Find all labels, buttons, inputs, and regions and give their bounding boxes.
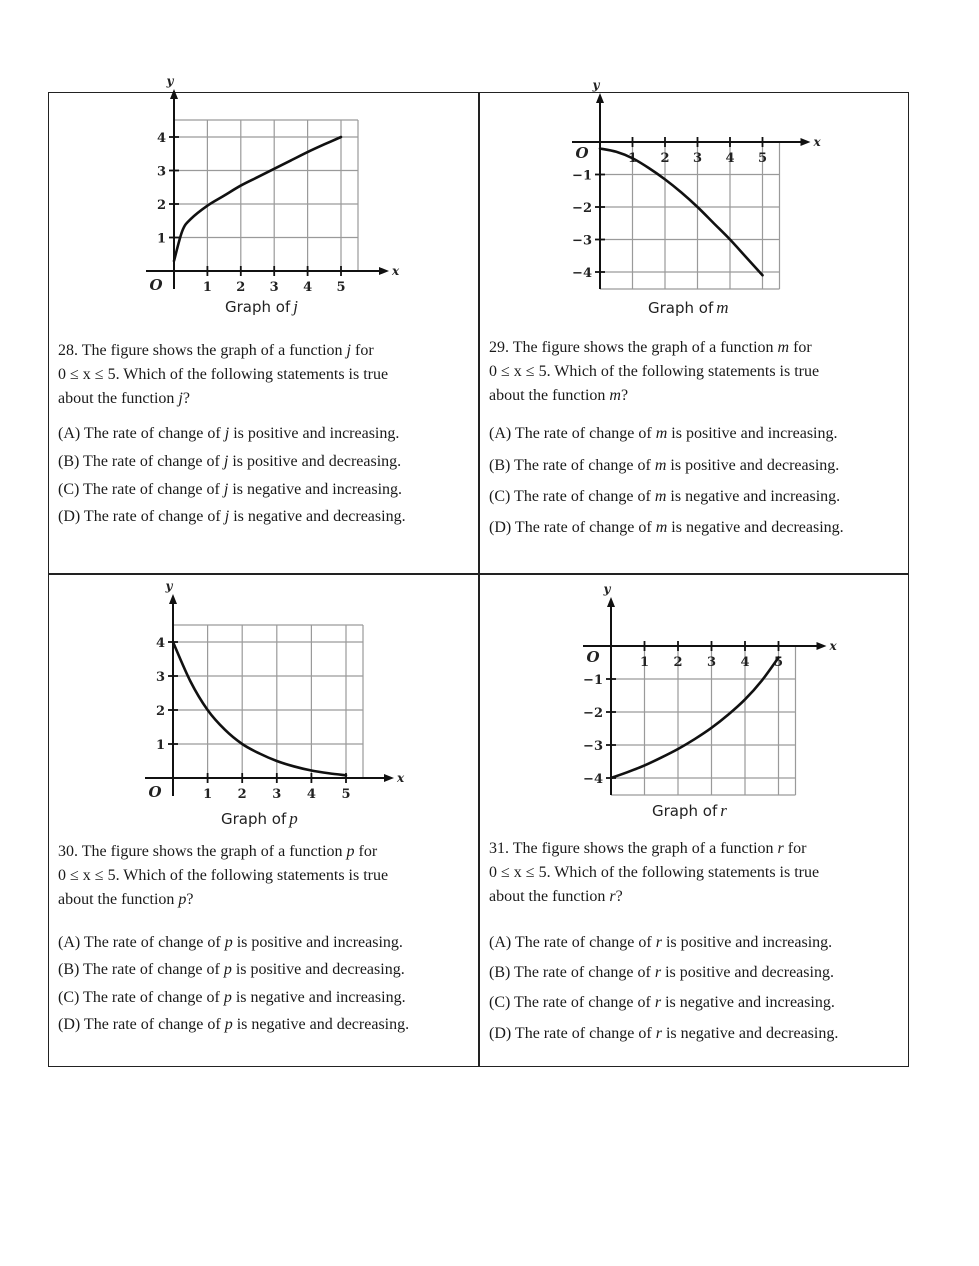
graph-r [480,575,909,815]
choice-c[interactable]: (C) The rate of change of r is negative and increasing. [489,994,835,1011]
origin-label: O [149,276,163,294]
y-tick-label: 2 [155,704,165,719]
grid [611,646,796,795]
problem-31-question: 31. The figure shows the graph of a function r for 0 ≤ x ≤ 5. Which of the following statements is true about the function r? [489,837,899,909]
problem-29-question: 29. The figure shows the graph of a function m for 0 ≤ x ≤ 5. Which of the following statements is true about the function m? [489,336,899,408]
function-curve [611,658,779,778]
y-tick-label: −3 [572,233,592,249]
question-text: about the function [489,387,606,404]
question-text: 0 ≤ x ≤ 5. Which of the following statements is true [489,363,820,380]
choice-c[interactable]: (C) The rate of change of p is negative and increasing. [58,989,406,1006]
x-tick-label: 4 [303,280,313,295]
x-axis-arrow [817,642,827,650]
y-tick-label: −4 [583,772,603,787]
function-curve [173,642,346,775]
y-axis-label: y [166,74,174,88]
caption-prefix: Graph of [648,299,714,317]
x-tick-label: 4 [740,655,750,670]
y-tick-label: 4 [156,131,166,146]
function-var: m [777,339,790,356]
problem-29-cell [480,78,909,573]
choice-d[interactable]: (D) The rate of change of m is negative and decreasing. [489,519,844,536]
origin-label: O [575,144,589,162]
function-var: p [178,891,187,908]
question-text: for [787,840,807,857]
problem-30-question: 30. The figure shows the graph of a function p for 0 ≤ x ≤ 5. Which of the following statements is true about the function p? [58,840,468,912]
question-text: The figure shows the graph of a function [81,342,343,359]
x-tick-label: 1 [627,151,638,166]
x-tick-label: 5 [773,655,784,670]
function-var: r [777,840,784,857]
problem-30-cell [49,575,478,1055]
y-tick-label: −3 [583,739,603,754]
problem-number: 29. [489,339,509,356]
choice-a[interactable]: (A) The rate of change of r is positive and increasing. [489,934,833,951]
graph-j-caption [225,297,298,317]
x-tick-label: 1 [202,280,212,295]
x-tick-label: 5 [341,787,351,802]
problem-number: 31. [489,840,509,857]
graph-m [480,78,909,323]
y-tick-label: 1 [155,738,165,753]
origin-label: O [148,783,162,801]
y-axis-arrow [607,597,615,607]
problem-31-cell [480,575,909,1055]
caption-prefix: Graph of [221,810,287,828]
x-axis-label: x [829,639,837,653]
graph-p [49,575,478,815]
caption-prefix: Graph of [652,802,718,820]
function-var: j [346,342,351,359]
x-tick-label: 4 [725,151,735,166]
x-axis-label: x [397,771,405,785]
x-tick-label: 1 [203,787,213,802]
choice-a[interactable]: (A) The rate of change of m is positive and increasing. [489,425,838,442]
origin-label: O [586,648,600,666]
caption-var: m [716,298,729,317]
choice-b[interactable]: (B) The rate of change of r is positive and decreasing. [489,964,834,981]
y-tick-label: 1 [156,231,166,247]
function-curve [600,149,763,276]
y-tick-label: −2 [583,706,603,721]
choice-b[interactable]: (B) The rate of change of m is positive and decreasing. [489,457,840,474]
x-axis-arrow [801,138,811,146]
y-tick-label: −2 [572,201,592,216]
x-tick-label: 5 [757,151,768,166]
choice-d[interactable]: (D) The rate of change of r is negative and decreasing. [489,1025,839,1042]
y-tick-label: −4 [572,266,592,281]
x-axis-label: x [813,135,821,149]
x-tick-label: 2 [660,151,670,166]
question-text: The figure shows the graph of a function [512,339,774,356]
y-tick-label: 4 [155,636,165,651]
function-var: r [609,888,616,905]
question-text: about the function [489,888,606,905]
problem-28-question: 28. The figure shows the graph of a function j for 0 ≤ x ≤ 5. Which of the following statements is true about the function j? [58,339,468,411]
x-axis-arrow [379,267,389,275]
function-var: m [609,387,621,404]
caption-var: p [289,809,298,828]
question-text: for [354,342,374,359]
y-tick-label: −1 [583,673,603,688]
question-text: for [793,339,812,356]
y-tick-label: 2 [156,198,166,213]
y-axis-arrow [170,89,178,99]
question-text: The figure shows the graph of a function [81,843,343,860]
function-curve [174,137,341,261]
question-text: about the function [58,891,175,908]
function-var: j [178,390,183,407]
graph-m-caption [648,298,729,318]
x-tick-label: 3 [692,151,703,166]
question-text: 0 ≤ x ≤ 5. Which of the following statements is true [58,366,389,383]
x-tick-label: 5 [336,280,346,295]
question-text: 0 ≤ x ≤ 5. Which of the following statements is true [489,864,820,881]
choice-d[interactable]: (D) The rate of change of p is negative and decreasing. [58,1016,410,1033]
y-axis-arrow [169,594,177,604]
choice-c[interactable]: (C) The rate of change of j is negative and increasing. [58,481,403,498]
x-tick-label: 2 [673,655,683,670]
y-tick-label: 3 [156,164,166,180]
problem-number: 30. [58,843,78,860]
function-var: p [346,843,355,860]
choice-b[interactable]: (B) The rate of change of p is positive and decreasing. [58,961,405,978]
x-tick-label: 3 [269,280,279,295]
choice-b[interactable]: (B) The rate of change of j is positive and decreasing. [58,453,402,470]
x-tick-label: 2 [236,280,246,295]
choice-d[interactable]: (D) The rate of change of j is negative and decreasing. [58,508,406,525]
x-axis-arrow [384,774,394,782]
x-tick-label: 2 [237,787,247,802]
caption-var: r [720,801,727,820]
y-axis-label: y [603,582,611,596]
x-tick-label: 3 [706,655,717,670]
y-axis-label: y [165,579,173,593]
grid [600,142,780,289]
choice-a[interactable]: (A) The rate of change of p is positive and increasing. [58,934,403,951]
problem-number: 28. [58,342,78,359]
graph-p-caption [221,809,298,829]
choice-a[interactable]: (A) The rate of change of j is positive and increasing. [58,425,400,442]
question-text: for [358,843,378,860]
y-tick-label: 3 [155,670,165,685]
y-axis-arrow [596,93,604,103]
question-text: The figure shows the graph of a function [512,840,774,857]
x-axis-label: x [392,264,400,278]
x-tick-label: 4 [306,787,316,802]
question-text: 0 ≤ x ≤ 5. Which of the following statements is true [58,867,389,884]
problem-28-cell [49,74,478,573]
graph-r-caption [652,801,727,821]
y-tick-label: −1 [572,168,592,184]
question-text: about the function [58,390,175,407]
x-tick-label: 1 [639,655,650,670]
caption-prefix: Graph of [225,298,291,316]
worksheet-table [48,74,909,1067]
y-axis-label: y [592,78,600,92]
choice-c[interactable]: (C) The rate of change of m is negative and increasing. [489,488,841,505]
graph-j [49,74,478,323]
caption-var: j [293,297,298,316]
x-tick-label: 3 [272,787,282,802]
